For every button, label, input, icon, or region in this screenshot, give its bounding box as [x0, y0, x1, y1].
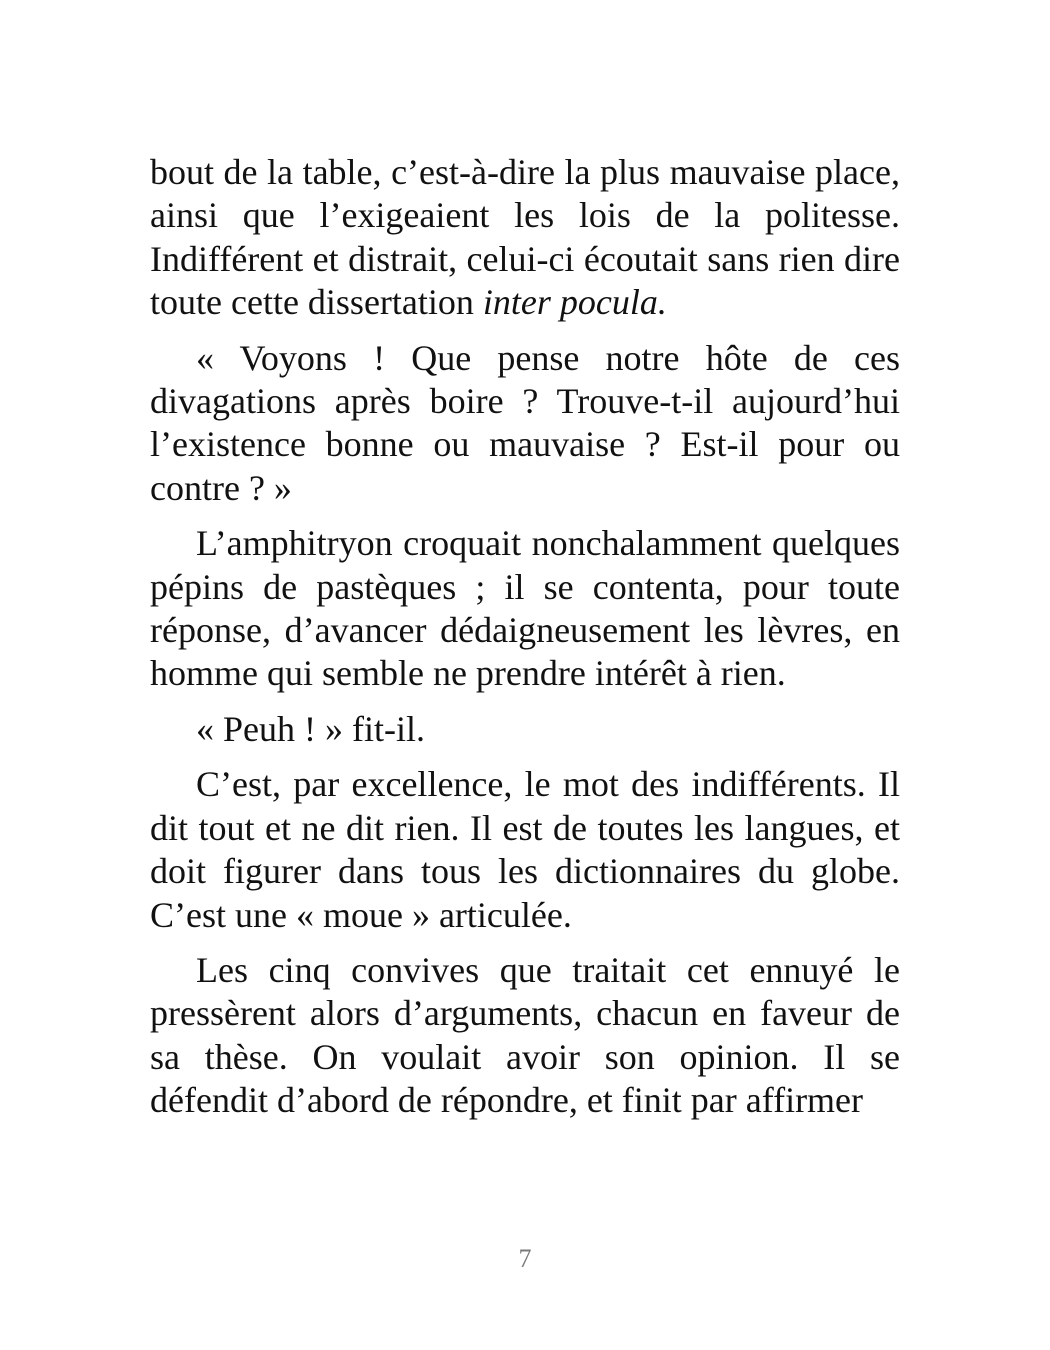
paragraph-amphitryon: L’amphitryon croquait nonchalamment quelques pépins de pastèques ; il se contenta, pour toute réponse, d’avancer dédaigneusement les lèvres, en homme qui semble ne prendre intérêt à rien.: [150, 523, 900, 694]
paragraph-indifferents: C’est, par excellence, le mot des indifférents. Il dit tout et ne dit rien. Il est de toutes les langues, et doit figurer dans tous les dictionnaires du globe. C’est une « moue » articulée.: [150, 764, 900, 935]
paragraph-convives: Les cinq convives que traitait cet ennuyé le pressèrent alors d’arguments, chacun en faveur de sa thèse. On voulait avoir son opinion. Il se défendit d’abord de répondre, et finit par affirmer: [150, 949, 900, 1121]
italic-phrase: inter pocula.: [482, 282, 667, 323]
page-number: 7: [518, 1244, 532, 1273]
page-body: [150, 151, 900, 1135]
paragraph-continuation: [150, 151, 900, 325]
paragraph-dialogue-peuh: « Peuh ! » fit-il.: [196, 708, 425, 749]
paragraph-dialogue-voyons: « Voyons ! Que pense notre hôte de ces divagations après boire ? Trouve-t-il aujourd’hui l’existence bonne ou mauvaise ? Est-il pour ou contre ? »: [150, 337, 900, 508]
paragraph-text: bout de la table, c’est-à-dire la plus mauvaise place, ainsi que l’exigeaient les lois de la politesse. Indifférent et distrait, celui-ci écoutait sans rien dire toute cette dissertation: [150, 152, 900, 323]
